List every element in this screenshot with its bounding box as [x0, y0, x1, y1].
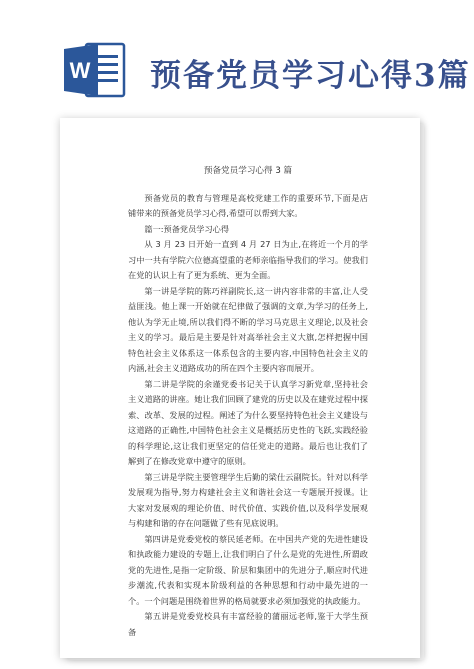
paragraph-lecture-1: 第一讲是学院的陈巧祥副院长,这一讲内容非常的丰富,让人受益匪浅。他上课一开始就在纪律做了强调的文章,为学习的任务上,他认为学无止境,所以我们得不断的学习马克思主义理论,以及社会主义的学习。最后是主要是针对高举社会主义大旗,怎样把握中国特色社会主义体系这一体系包含的主要内容,中国特色社会主义的内涵,社会主义道路成功的所在四个主要内容而展开。 — [128, 285, 368, 373]
paragraph-overview: 从 3 月 23 日开始一直到 4 月 27 日为止,在将近一个月的学习中一共有学院六位德高望重的老师亲临指导我们的学习。使我们在党的认识上有了更为系统、更为全面。 — [128, 239, 368, 280]
paragraph-lecture-4: 第四讲是党委党校的蔡民延老师。在中国共产党的先进性建设和执政能力建设的专题上,让我们明白了什么是党的先进性,所谓政党的先进性,是指一定阶级、阶层和集团中的先进分子,顺应时代进步潮流,代表和实现本阶级利益的各种思想和行动中最先进的一个。一个问题是围绕着世界的格局就要求必须加强党的执政能力。 — [128, 533, 368, 606]
top-banner — [0, 0, 474, 110]
document-page — [60, 118, 420, 658]
document-preview — [60, 118, 420, 658]
paragraph-intro: 预备党员的教育与管理是高校党建工作的重要环节,下面是店铺带来的预备党员学习心得,希望可以帮到大家。 — [128, 192, 368, 218]
document-body — [128, 164, 368, 640]
paragraph-lecture-5: 第五讲是党委党校具有丰富经验的蒲丽远老师,鉴于大学生预备 — [128, 611, 368, 637]
word-document-icon — [62, 40, 128, 100]
paragraph-section-heading: 篇一:预备党员学习心得 — [144, 223, 230, 234]
document-title: 预备党员学习心得 3 篇 — [203, 166, 293, 176]
word-icon-letter: W — [69, 58, 91, 83]
banner-title: 预备党员学习心得3篇 — [150, 58, 471, 94]
paragraph-lecture-2: 第二讲是学院的余谨党委书记关于认真学习新党章,坚持社会主义道路的讲座。她让我们回顾了建党的历史以及在建党过程中探索、改革、发展的过程。阐述了为什么要坚持特色社会主义建设与这道路的正确性,中国特色社会主义是概括历史性的飞跃,实践经验的科学理论,这让我们更坚定的信任党走的道路。最后也让我们了解到了在修改党章中遵守的原则。 — [128, 378, 368, 466]
paragraph-lecture-3: 第三讲是学院主要管理学生后勤的梁仕云副院长。针对以科学发展观为指导,努力构建社会主义和谐社会这一专题展开授课。让大家对发展观的理论价值、时代价值、实践价值,以及科学发展观与构建和谐的存在问题做了些有见底说明。 — [128, 471, 368, 528]
